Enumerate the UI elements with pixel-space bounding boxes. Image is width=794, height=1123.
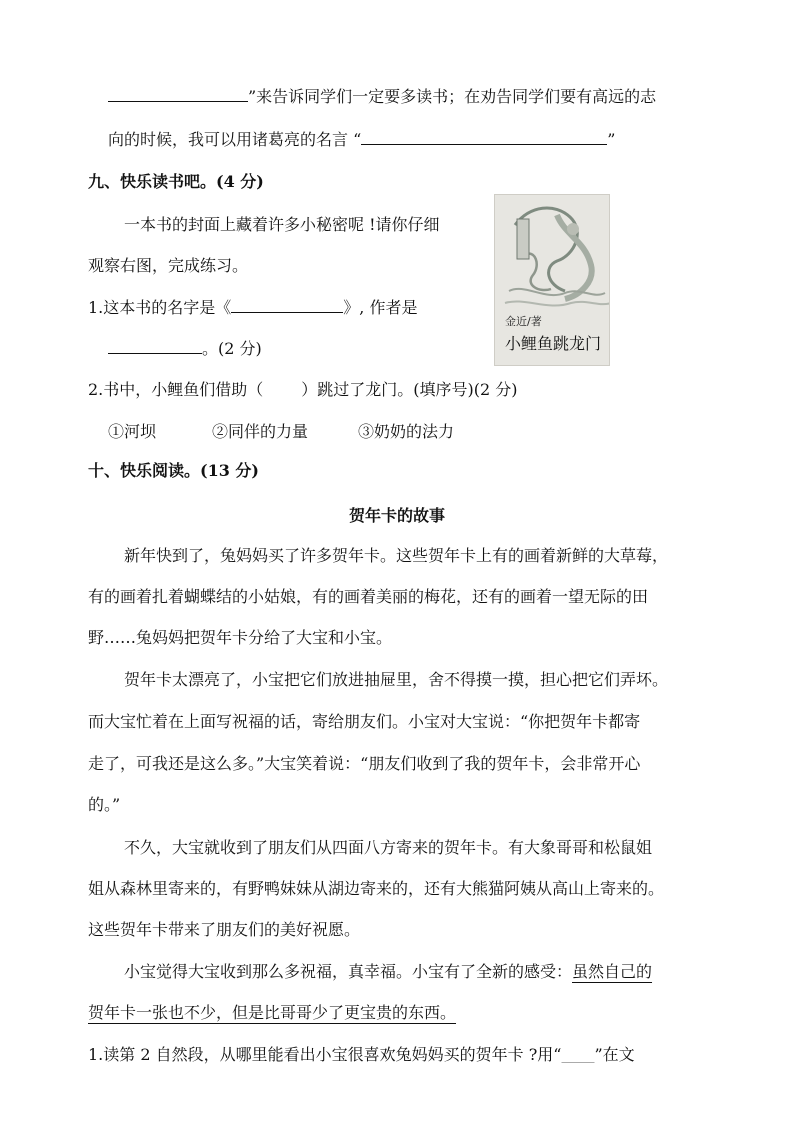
paragraph-4-line-1: 小宝觉得大宝收到那么多祝福，真幸福。小宝有了全新的感受：虽然自己的 <box>124 962 653 981</box>
option-3[interactable]: ③奶奶的法力 <box>358 422 455 441</box>
option-2[interactable]: ②同伴的力量 <box>212 422 309 441</box>
option-1[interactable]: ①河坝 <box>108 422 157 441</box>
section-9-question-1-cont: 。(2 分) <box>108 339 262 359</box>
paragraph-1-line-1: 新年快到了，兔妈妈买了许多贺年卡。这些贺年卡上有的画着新鲜的大草莓， <box>124 546 669 565</box>
paragraph-2-line-2: 而大宝忙着在上面写祝福的话，寄给朋友们。小宝对大宝说：“你把贺年卡都寄 <box>88 712 641 731</box>
dragon-illustration-icon <box>495 195 610 315</box>
section-9-intro-1: 一本书的封面上藏着许多小秘密呢 !请你仔细 <box>124 215 440 234</box>
paragraph-3-line-3: 这些贺年卡带来了朋友们的美好祝愿。 <box>88 920 361 939</box>
paragraph-3-line-2: 姐从森林里寄来的，有野鸭妹妹从湖边寄来的，还有大熊猫阿姨从高山上寄来的。 <box>88 879 665 898</box>
paragraph-1-line-2: 有的画着扎着蝴蝶结的小姑娘，有的画着美丽的梅花，还有的画着一望无际的田 <box>88 587 649 606</box>
underlined-sentence: 贺年卡一张也不少，但是比哥哥少了更宝贵的东西。 <box>88 1003 457 1022</box>
book-title: 小鲤鱼跳龙门 <box>504 334 601 353</box>
answer-blank[interactable] <box>361 130 607 145</box>
book-name-blank[interactable] <box>231 298 343 313</box>
top-line-1: ”来告诉同学们一定要多读书；在劝告同学们要有高远的志 <box>108 87 656 107</box>
paragraph-4-line-2 <box>88 1003 456 1023</box>
section-9-heading: 九、快乐读书吧。(4 分) <box>88 172 264 191</box>
answer-blank[interactable] <box>108 87 248 102</box>
story-title: 贺年卡的故事 <box>348 506 445 525</box>
section-9-question-2: 2.书中，小鲤鱼们借助（ ）跳过了龙门。(填序号)(2 分) <box>88 380 518 399</box>
section-10-heading: 十、快乐阅读。(13 分) <box>88 461 259 480</box>
paragraph-1-line-3: 野……兔妈妈把贺年卡分给了大宝和小宝。 <box>88 628 393 647</box>
paragraph-2-line-3: 走了，可我还是这么多。”大宝笑着说：“朋友们收到了我的贺年卡，会非常开心 <box>88 754 641 773</box>
paragraph-2-line-4: 的。” <box>88 795 121 814</box>
reading-question-1: 1.读第 2 自然段，从哪里能看出小宝很喜欢兔妈妈买的贺年卡 ?用“______”在文 <box>88 1045 635 1064</box>
section-9-options <box>108 422 455 442</box>
paragraph-3-line-1: 不久，大宝就收到了朋友们从四面八方寄来的贺年卡。有大象哥哥和松鼠姐 <box>124 838 653 857</box>
paragraph-2-line-1: 贺年卡太漂亮了，小宝把它们放进抽屉里，舍不得摸一摸，担心把它们弄坏。 <box>124 670 669 689</box>
underlined-sentence: 虽然自己的 <box>572 962 653 981</box>
book-cover <box>494 194 610 366</box>
wavy-mark: ______ <box>561 1050 595 1063</box>
section-9-intro-2: 观察右图，完成练习。 <box>88 256 249 275</box>
top-line-2: 向的时候，我可以用诸葛亮的名言 “ ” <box>108 130 616 149</box>
book-author: 金近/著 <box>505 315 542 328</box>
section-9-question-1: 1.这本书的名字是《 》, 作者是 <box>88 298 418 317</box>
author-blank[interactable] <box>108 339 202 354</box>
